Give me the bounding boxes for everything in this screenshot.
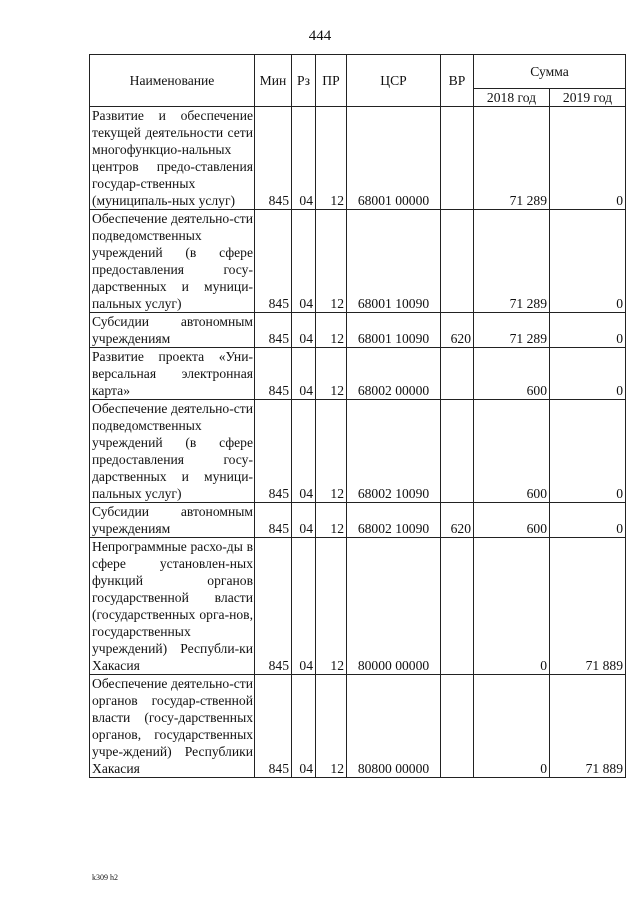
- row-vr: [441, 210, 474, 313]
- row-csr: 68002 10090: [347, 503, 441, 538]
- row-2019: 71 889: [550, 538, 626, 675]
- row-min: 845: [255, 348, 292, 400]
- row-2018: 0: [474, 675, 550, 778]
- row-2019: 0: [550, 400, 626, 503]
- row-csr: 68001 10090: [347, 210, 441, 313]
- row-2018: 71 289: [474, 107, 550, 210]
- row-pr: 12: [316, 400, 347, 503]
- header-csr: ЦСР: [347, 55, 441, 107]
- table-row: [90, 210, 626, 313]
- row-name: Обеспечение деятельно-сти подведомственных учреждений (в сфере предоставления госу-дарственных и муници-пальных услуг): [90, 400, 255, 503]
- row-csr: 68002 00000: [347, 348, 441, 400]
- row-min: 845: [255, 538, 292, 675]
- row-rz: 04: [292, 503, 316, 538]
- row-rz: 04: [292, 538, 316, 675]
- row-rz: 04: [292, 400, 316, 503]
- row-2019: 0: [550, 313, 626, 348]
- header-pr: ПР: [316, 55, 347, 107]
- row-min: 845: [255, 210, 292, 313]
- page-number: 444: [308, 28, 332, 44]
- table-row: [90, 675, 626, 778]
- row-min: 845: [255, 400, 292, 503]
- header-2018: 2018 год: [474, 89, 550, 107]
- table-row: [90, 107, 626, 210]
- table-row: [90, 313, 626, 348]
- row-rz: 04: [292, 313, 316, 348]
- header-name: Наименование: [90, 55, 255, 107]
- row-2018: 71 289: [474, 313, 550, 348]
- header-sum: Сумма: [474, 55, 626, 89]
- table-row: [90, 503, 626, 538]
- row-name: Субсидии автономным учреждениям: [90, 313, 255, 348]
- row-vr: [441, 538, 474, 675]
- row-csr: 68001 00000: [347, 107, 441, 210]
- row-rz: 04: [292, 675, 316, 778]
- row-vr: [441, 348, 474, 400]
- row-vr: 620: [441, 503, 474, 538]
- row-2019: 0: [550, 503, 626, 538]
- row-name: Развитие проекта «Уни-версальная электронная карта»: [90, 348, 255, 400]
- header-min: Мин: [255, 55, 292, 107]
- row-2019: 0: [550, 348, 626, 400]
- row-name: Обеспечение деятельно-сти подведомственных учреждений (в сфере предоставления госу-дарственных и муници-пальных услуг): [90, 210, 255, 313]
- row-min: 845: [255, 313, 292, 348]
- row-vr: 620: [441, 313, 474, 348]
- row-2019: 0: [550, 210, 626, 313]
- row-rz: 04: [292, 107, 316, 210]
- row-pr: 12: [316, 675, 347, 778]
- row-pr: 12: [316, 210, 347, 313]
- row-min: 845: [255, 675, 292, 778]
- header-2019: 2019 год: [550, 89, 626, 107]
- row-name: Обеспечение деятельно-сти органов государ-ственной власти (госу-дарственных органов, государственных учре-ждений) Республики Хакасия: [90, 675, 255, 778]
- table-row: [90, 348, 626, 400]
- table-row: [90, 400, 626, 503]
- row-min: 845: [255, 107, 292, 210]
- row-2018: 600: [474, 503, 550, 538]
- row-csr: 80000 00000: [347, 538, 441, 675]
- row-2018: 71 289: [474, 210, 550, 313]
- row-rz: 04: [292, 210, 316, 313]
- row-vr: [441, 107, 474, 210]
- row-rz: 04: [292, 348, 316, 400]
- row-csr: 68001 10090: [347, 313, 441, 348]
- header-rz: Рз: [292, 55, 316, 107]
- row-2019: 71 889: [550, 675, 626, 778]
- row-csr: 68002 10090: [347, 400, 441, 503]
- row-pr: 12: [316, 503, 347, 538]
- row-2018: 600: [474, 348, 550, 400]
- table-row: [90, 538, 626, 675]
- row-2018: 600: [474, 400, 550, 503]
- row-vr: [441, 400, 474, 503]
- row-pr: 12: [316, 313, 347, 348]
- header-vr: ВР: [441, 55, 474, 107]
- row-vr: [441, 675, 474, 778]
- row-pr: 12: [316, 348, 347, 400]
- row-pr: 12: [316, 538, 347, 675]
- row-name: Непрограммные расхо-ды в сфере установлен-ных функций органов государственной власти (государственных орга-нов, государственных учреждений) Республи-ки Хакасия: [90, 538, 255, 675]
- row-name: Развитие и обеспечение текущей деятельности сети многофункцио-нальных центров предо-ставления государ-ственных (муниципаль-ных услуг): [90, 107, 255, 210]
- row-pr: 12: [316, 107, 347, 210]
- row-min: 845: [255, 503, 292, 538]
- row-2019: 0: [550, 107, 626, 210]
- footer-code: k309 h2: [92, 873, 118, 882]
- row-name: Субсидии автономным учреждениям: [90, 503, 255, 538]
- budget-table: [89, 54, 626, 778]
- row-csr: 80800 00000: [347, 675, 441, 778]
- row-2018: 0: [474, 538, 550, 675]
